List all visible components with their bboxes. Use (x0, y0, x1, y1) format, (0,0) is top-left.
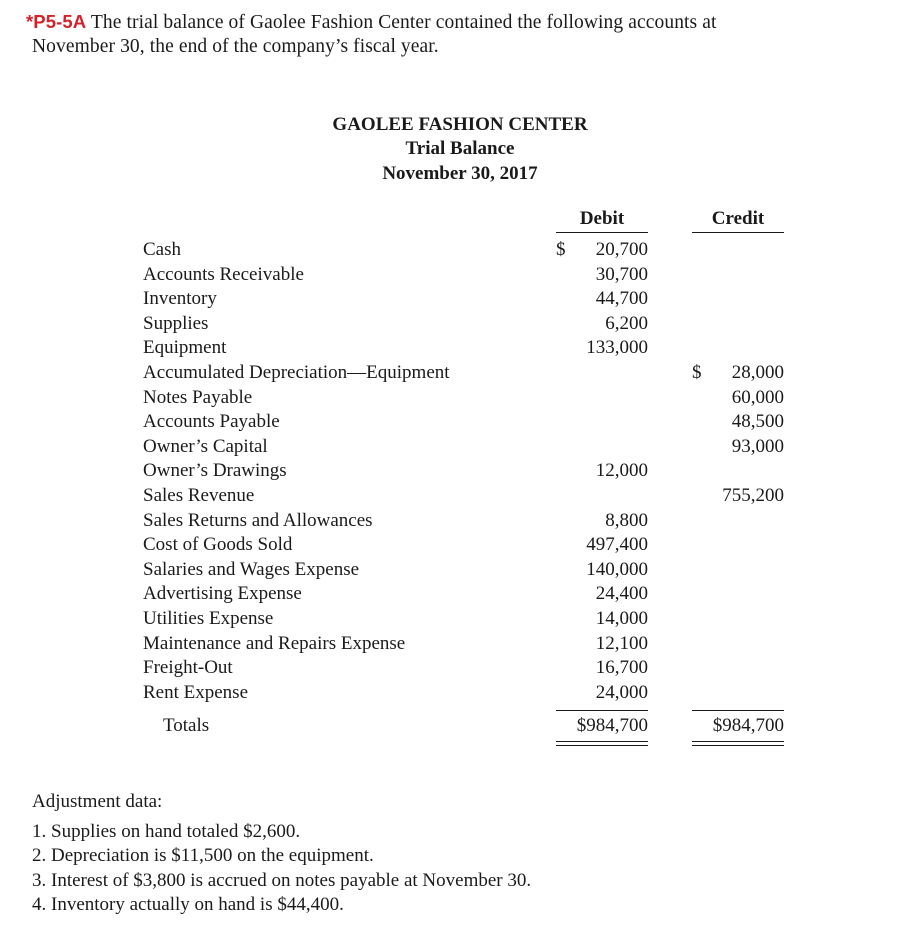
debit-amount (556, 533, 648, 558)
debit-value: 16,700 (595, 657, 648, 679)
account-list (143, 238, 793, 705)
account-name: Cash (143, 239, 181, 260)
account-name: Utilities Expense (143, 607, 274, 629)
account-name: Equipment (143, 337, 227, 359)
account-row (143, 582, 793, 607)
debit-amount (556, 558, 648, 583)
debit-value: 140,000 (586, 558, 648, 580)
debit-subtotal-rule (556, 710, 648, 711)
account-row (143, 238, 793, 263)
problem-text-1: The trial balance of Gaolee Fashion Center contained the following accounts at (90, 12, 717, 33)
debit-amount (556, 607, 648, 632)
credit-total-double-rule (692, 741, 784, 746)
statement-date: November 30, 2017 (382, 163, 538, 184)
adjustment-item: 3. Interest of $3,800 is accrued on notes payable at November 30. (32, 869, 532, 891)
credit-amount (692, 484, 784, 509)
debit-column-header: Debit (556, 206, 648, 233)
account-row (143, 681, 793, 706)
account-row (143, 312, 793, 337)
debit-value: 24,000 (595, 681, 648, 703)
account-row (143, 287, 793, 312)
account-name: Inventory (143, 288, 217, 310)
totals-debit: $984,700 (576, 715, 648, 736)
debit-amount (556, 681, 648, 706)
account-row (143, 459, 793, 484)
account-name: Salaries and Wages Expense (143, 558, 360, 580)
debit-value: 6,200 (605, 312, 648, 334)
debit-amount (556, 459, 648, 484)
account-name: Supplies (143, 312, 209, 334)
adjustment-item: 2. Depreciation is $11,500 on the equipment. (32, 845, 374, 866)
account-name: Accumulated Depreciation—Equipment (143, 361, 450, 383)
account-row (143, 263, 793, 288)
debit-value: 14,000 (595, 607, 648, 629)
account-name: Owner’s Capital (143, 435, 268, 457)
debit-total-double-rule (556, 741, 648, 746)
debit-amount (556, 312, 648, 337)
adjustment-item: 1. Supplies on hand totaled $2,600. (32, 820, 301, 842)
credit-subtotal-rule (692, 710, 784, 711)
problem-id: *P5-5A (26, 11, 87, 32)
debit-amount (556, 238, 648, 263)
account-row (143, 336, 793, 361)
account-row (143, 632, 793, 657)
debit-amount (556, 263, 648, 288)
account-row (143, 558, 793, 583)
account-name: Freight-Out (143, 657, 233, 679)
account-row (143, 386, 793, 411)
account-name: Rent Expense (143, 681, 249, 703)
debit-amount (556, 656, 648, 681)
debit-amount (556, 287, 648, 312)
adjustment-item: 4. Inventory actually on hand is $44,400. (32, 894, 344, 915)
adjustment-list (32, 820, 872, 918)
account-name: Cost of Goods Sold (143, 534, 293, 556)
debit-value: 133,000 (586, 337, 648, 359)
credit-value: 93,000 (731, 435, 784, 457)
debit-dollar-sign: $ (556, 239, 566, 260)
account-row (143, 607, 793, 632)
statement-title: Trial Balance (405, 138, 515, 159)
problem-line-1 (26, 10, 896, 35)
debit-value: 497,400 (586, 534, 648, 556)
credit-amount (692, 386, 784, 411)
account-name: Accounts Payable (143, 411, 280, 433)
totals-row (143, 713, 793, 739)
account-name: Maintenance and Repairs Expense (143, 632, 406, 654)
debit-amount (556, 336, 648, 361)
debit-value: 20,700 (595, 239, 648, 260)
problem-statement (26, 10, 896, 59)
credit-column-header: Credit (692, 206, 784, 233)
account-name: Accounts Receivable (143, 263, 304, 285)
account-row (143, 484, 793, 509)
credit-amount (692, 410, 784, 435)
account-name: Sales Returns and Allowances (143, 509, 373, 531)
debit-amount (556, 509, 648, 534)
credit-amount (692, 361, 784, 386)
credit-value: 60,000 (731, 386, 784, 408)
account-row (143, 361, 793, 386)
debit-value: 12,000 (595, 460, 648, 482)
adjustment-title: Adjustment data: (32, 791, 163, 812)
debit-value: 30,700 (595, 263, 648, 285)
account-row (143, 410, 793, 435)
account-row (143, 435, 793, 460)
credit-value: 28,000 (731, 361, 784, 383)
credit-amount (692, 435, 784, 460)
account-row (143, 656, 793, 681)
credit-value: 755,200 (722, 484, 784, 506)
account-name: Advertising Expense (143, 583, 302, 605)
debit-value: 8,800 (605, 509, 648, 531)
account-name: Sales Revenue (143, 484, 255, 506)
problem-text-2: November 30, the end of the company’s fiscal year. (32, 36, 439, 57)
debit-amount (556, 632, 648, 657)
debit-amount (556, 582, 648, 607)
account-name: Owner’s Drawings (143, 460, 287, 482)
debit-value: 24,400 (595, 583, 648, 605)
credit-value: 48,500 (731, 411, 784, 433)
company-name: GAOLEE FASHION CENTER (332, 114, 588, 135)
debit-value: 12,100 (595, 632, 648, 654)
totals-label: Totals (163, 715, 210, 736)
account-row (143, 509, 793, 534)
account-row (143, 533, 793, 558)
totals-credit: $984,700 (712, 715, 784, 736)
account-name: Notes Payable (143, 386, 253, 408)
credit-dollar-sign: $ (692, 361, 702, 383)
adjustment-data (32, 790, 872, 918)
debit-value: 44,700 (595, 288, 648, 310)
